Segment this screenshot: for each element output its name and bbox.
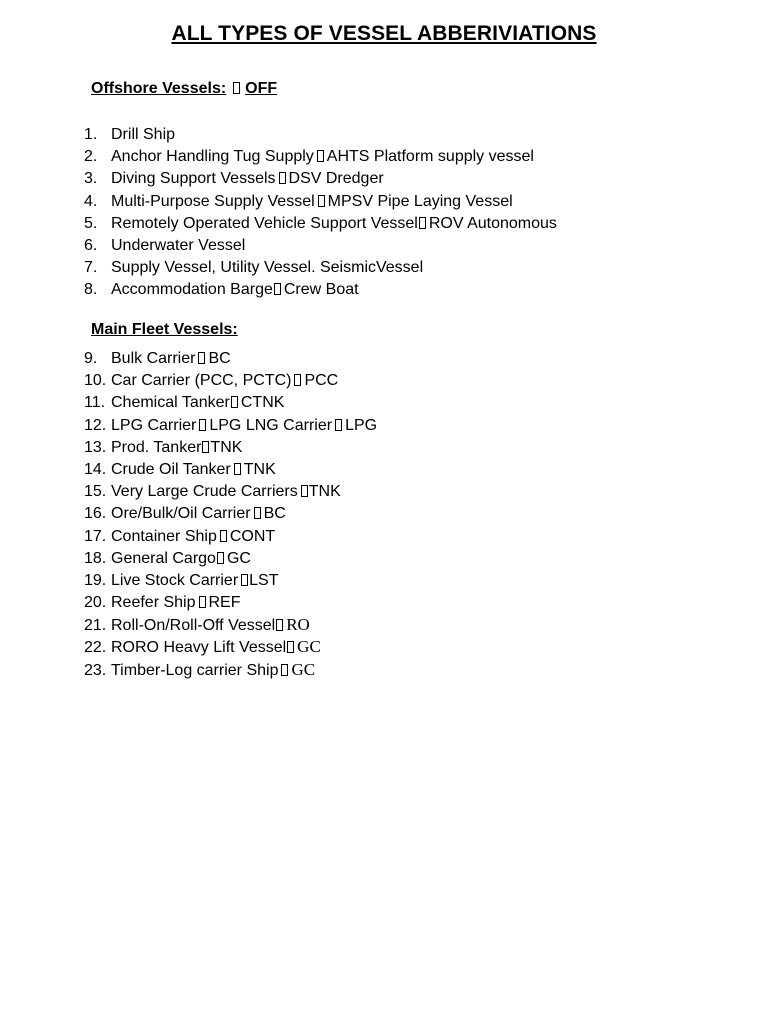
missing-glyph-icon — [281, 664, 288, 676]
missing-glyph-icon — [241, 574, 248, 586]
item-number: 12. — [84, 416, 107, 434]
list-item — [84, 124, 557, 146]
item-number: 8. — [84, 281, 98, 299]
list-item — [84, 659, 377, 681]
missing-glyph-icon — [294, 374, 301, 386]
item-abbreviation: LST — [249, 571, 279, 589]
list-item — [84, 437, 377, 459]
item-text: Very Large Crude Carriers — [111, 483, 298, 501]
item-abbreviation: CTNK — [240, 394, 285, 412]
list-item — [84, 526, 377, 548]
item-abbreviation: GC — [297, 637, 321, 657]
list-item — [84, 548, 377, 570]
item-number: 20. — [84, 594, 107, 612]
item-number: 18. — [84, 549, 107, 567]
item-text: RORO Heavy Lift Vessel — [111, 639, 287, 657]
main-fleet-vessel-list — [84, 348, 377, 681]
missing-glyph-icon — [199, 419, 206, 431]
item-abbreviation: Crew Boat — [283, 281, 359, 299]
missing-glyph-icon — [217, 552, 224, 564]
list-item — [84, 503, 377, 525]
main-fleet-heading: Main Fleet Vessels: — [91, 321, 238, 338]
missing-glyph-icon — [231, 396, 238, 408]
missing-glyph-icon — [317, 150, 324, 162]
offshore-vessel-list — [84, 124, 557, 302]
offshore-heading-code: OFF — [245, 80, 278, 97]
item-abbreviation: PCC — [304, 372, 339, 390]
item-number: 2. — [84, 148, 98, 166]
item-number: 23. — [84, 661, 107, 679]
missing-glyph-icon — [254, 507, 261, 519]
missing-glyph-icon — [199, 596, 206, 608]
item-text: Drill Ship — [111, 126, 176, 143]
item-number: 13. — [84, 438, 107, 456]
list-item — [84, 392, 377, 414]
missing-glyph-icon — [301, 485, 308, 497]
document-title: ALL TYPES OF VESSEL ABBERIVIATIONS — [171, 22, 597, 45]
item-number: 9. — [84, 350, 98, 367]
offshore-vessels-heading — [91, 80, 277, 98]
missing-glyph-icon — [274, 283, 281, 295]
item-abbreviation: REF — [208, 594, 241, 612]
item-abbreviation: TNK — [210, 438, 243, 456]
item-abbreviation: TNK — [308, 483, 341, 501]
item-abbreviation: GC — [226, 549, 251, 567]
list-item — [84, 481, 377, 503]
item-abbreviation: RO — [286, 615, 310, 635]
list-item — [84, 415, 377, 437]
item-number: 4. — [84, 192, 98, 210]
item-abbreviation-2: LPG — [345, 416, 378, 434]
item-number: 10. — [84, 372, 107, 390]
item-abbreviation: AHTS Platform supply vessel — [326, 148, 534, 166]
item-number: 6. — [84, 236, 98, 254]
item-text: Accommodation Barge — [111, 281, 273, 299]
item-text: Anchor Handling Tug Supply — [111, 148, 314, 166]
list-item — [84, 570, 377, 592]
item-text: Car Carrier (PCC, PCTC) — [111, 372, 292, 390]
item-text: Roll-On/Roll-Off Vessel — [111, 617, 276, 635]
list-item — [84, 213, 557, 235]
item-abbreviation: MPSV Pipe Laying Vessel — [327, 192, 513, 210]
item-number: 7. — [84, 259, 98, 277]
item-text: Prod. Tanker — [111, 438, 202, 456]
item-abbreviation: DSV Dredger — [288, 170, 384, 188]
item-number: 15. — [84, 483, 107, 501]
item-number: 19. — [84, 571, 107, 589]
list-item — [84, 146, 557, 168]
item-text: General Cargo — [111, 549, 216, 567]
item-text: Reefer Ship — [111, 594, 196, 612]
missing-glyph-icon — [198, 352, 205, 364]
item-number: 3. — [84, 170, 98, 188]
item-abbreviation: CONT — [229, 527, 276, 545]
item-abbreviation: ROV Autonomous — [428, 214, 557, 232]
item-abbreviation: GC — [291, 659, 316, 679]
item-number: 14. — [84, 460, 107, 478]
list-item — [84, 235, 557, 257]
missing-glyph-icon — [335, 419, 342, 431]
list-item — [84, 191, 557, 213]
list-item — [84, 168, 557, 190]
missing-glyph-icon — [220, 530, 227, 542]
list-item — [84, 279, 557, 301]
list-item — [84, 348, 377, 370]
item-number: 17. — [84, 527, 107, 545]
item-text: Bulk Carrier — [111, 350, 196, 367]
item-text: Container Ship — [111, 527, 217, 545]
missing-glyph-icon — [234, 463, 241, 475]
item-text: LPG Carrier — [111, 416, 197, 434]
missing-glyph-icon — [276, 619, 283, 631]
item-text: Chemical Tanker — [111, 394, 230, 412]
item-abbreviation: LPG LNG Carrier — [209, 416, 333, 434]
list-item — [84, 459, 377, 481]
item-number: 22. — [84, 639, 107, 657]
missing-glyph-icon — [318, 195, 325, 207]
item-number: 21. — [84, 617, 107, 635]
item-text: Multi-Purpose Supply Vessel — [111, 192, 315, 210]
item-text: Remotely Operated Vehicle Support Vessel — [111, 214, 418, 232]
item-abbreviation: TNK — [243, 460, 276, 478]
missing-glyph-icon — [233, 82, 240, 94]
list-item — [84, 257, 557, 279]
item-text: Diving Support Vessels — [111, 170, 276, 188]
item-text: Ore/Bulk/Oil Carrier — [111, 505, 251, 523]
item-abbreviation: BC — [208, 350, 231, 367]
item-text: Live Stock Carrier — [111, 571, 239, 589]
item-number: 16. — [84, 505, 107, 523]
missing-glyph-icon — [279, 172, 286, 184]
item-number: 11. — [84, 394, 106, 412]
item-number: 5. — [84, 214, 98, 232]
list-item — [84, 370, 377, 392]
item-abbreviation: BC — [263, 505, 286, 523]
offshore-heading-label: Offshore Vessels: — [91, 80, 227, 97]
missing-glyph-icon — [419, 217, 426, 229]
missing-glyph-icon — [287, 641, 294, 653]
item-text: Supply Vessel, Utility Vessel. SeismicVessel — [111, 259, 424, 277]
item-text: Crude Oil Tanker — [111, 460, 231, 478]
list-item — [84, 636, 377, 658]
item-text: Underwater Vessel — [111, 236, 246, 254]
list-item — [84, 614, 377, 636]
item-number: 1. — [84, 126, 98, 143]
missing-glyph-icon — [202, 441, 209, 453]
list-item — [84, 592, 377, 614]
item-text: Timber-Log carrier Ship — [111, 661, 279, 679]
